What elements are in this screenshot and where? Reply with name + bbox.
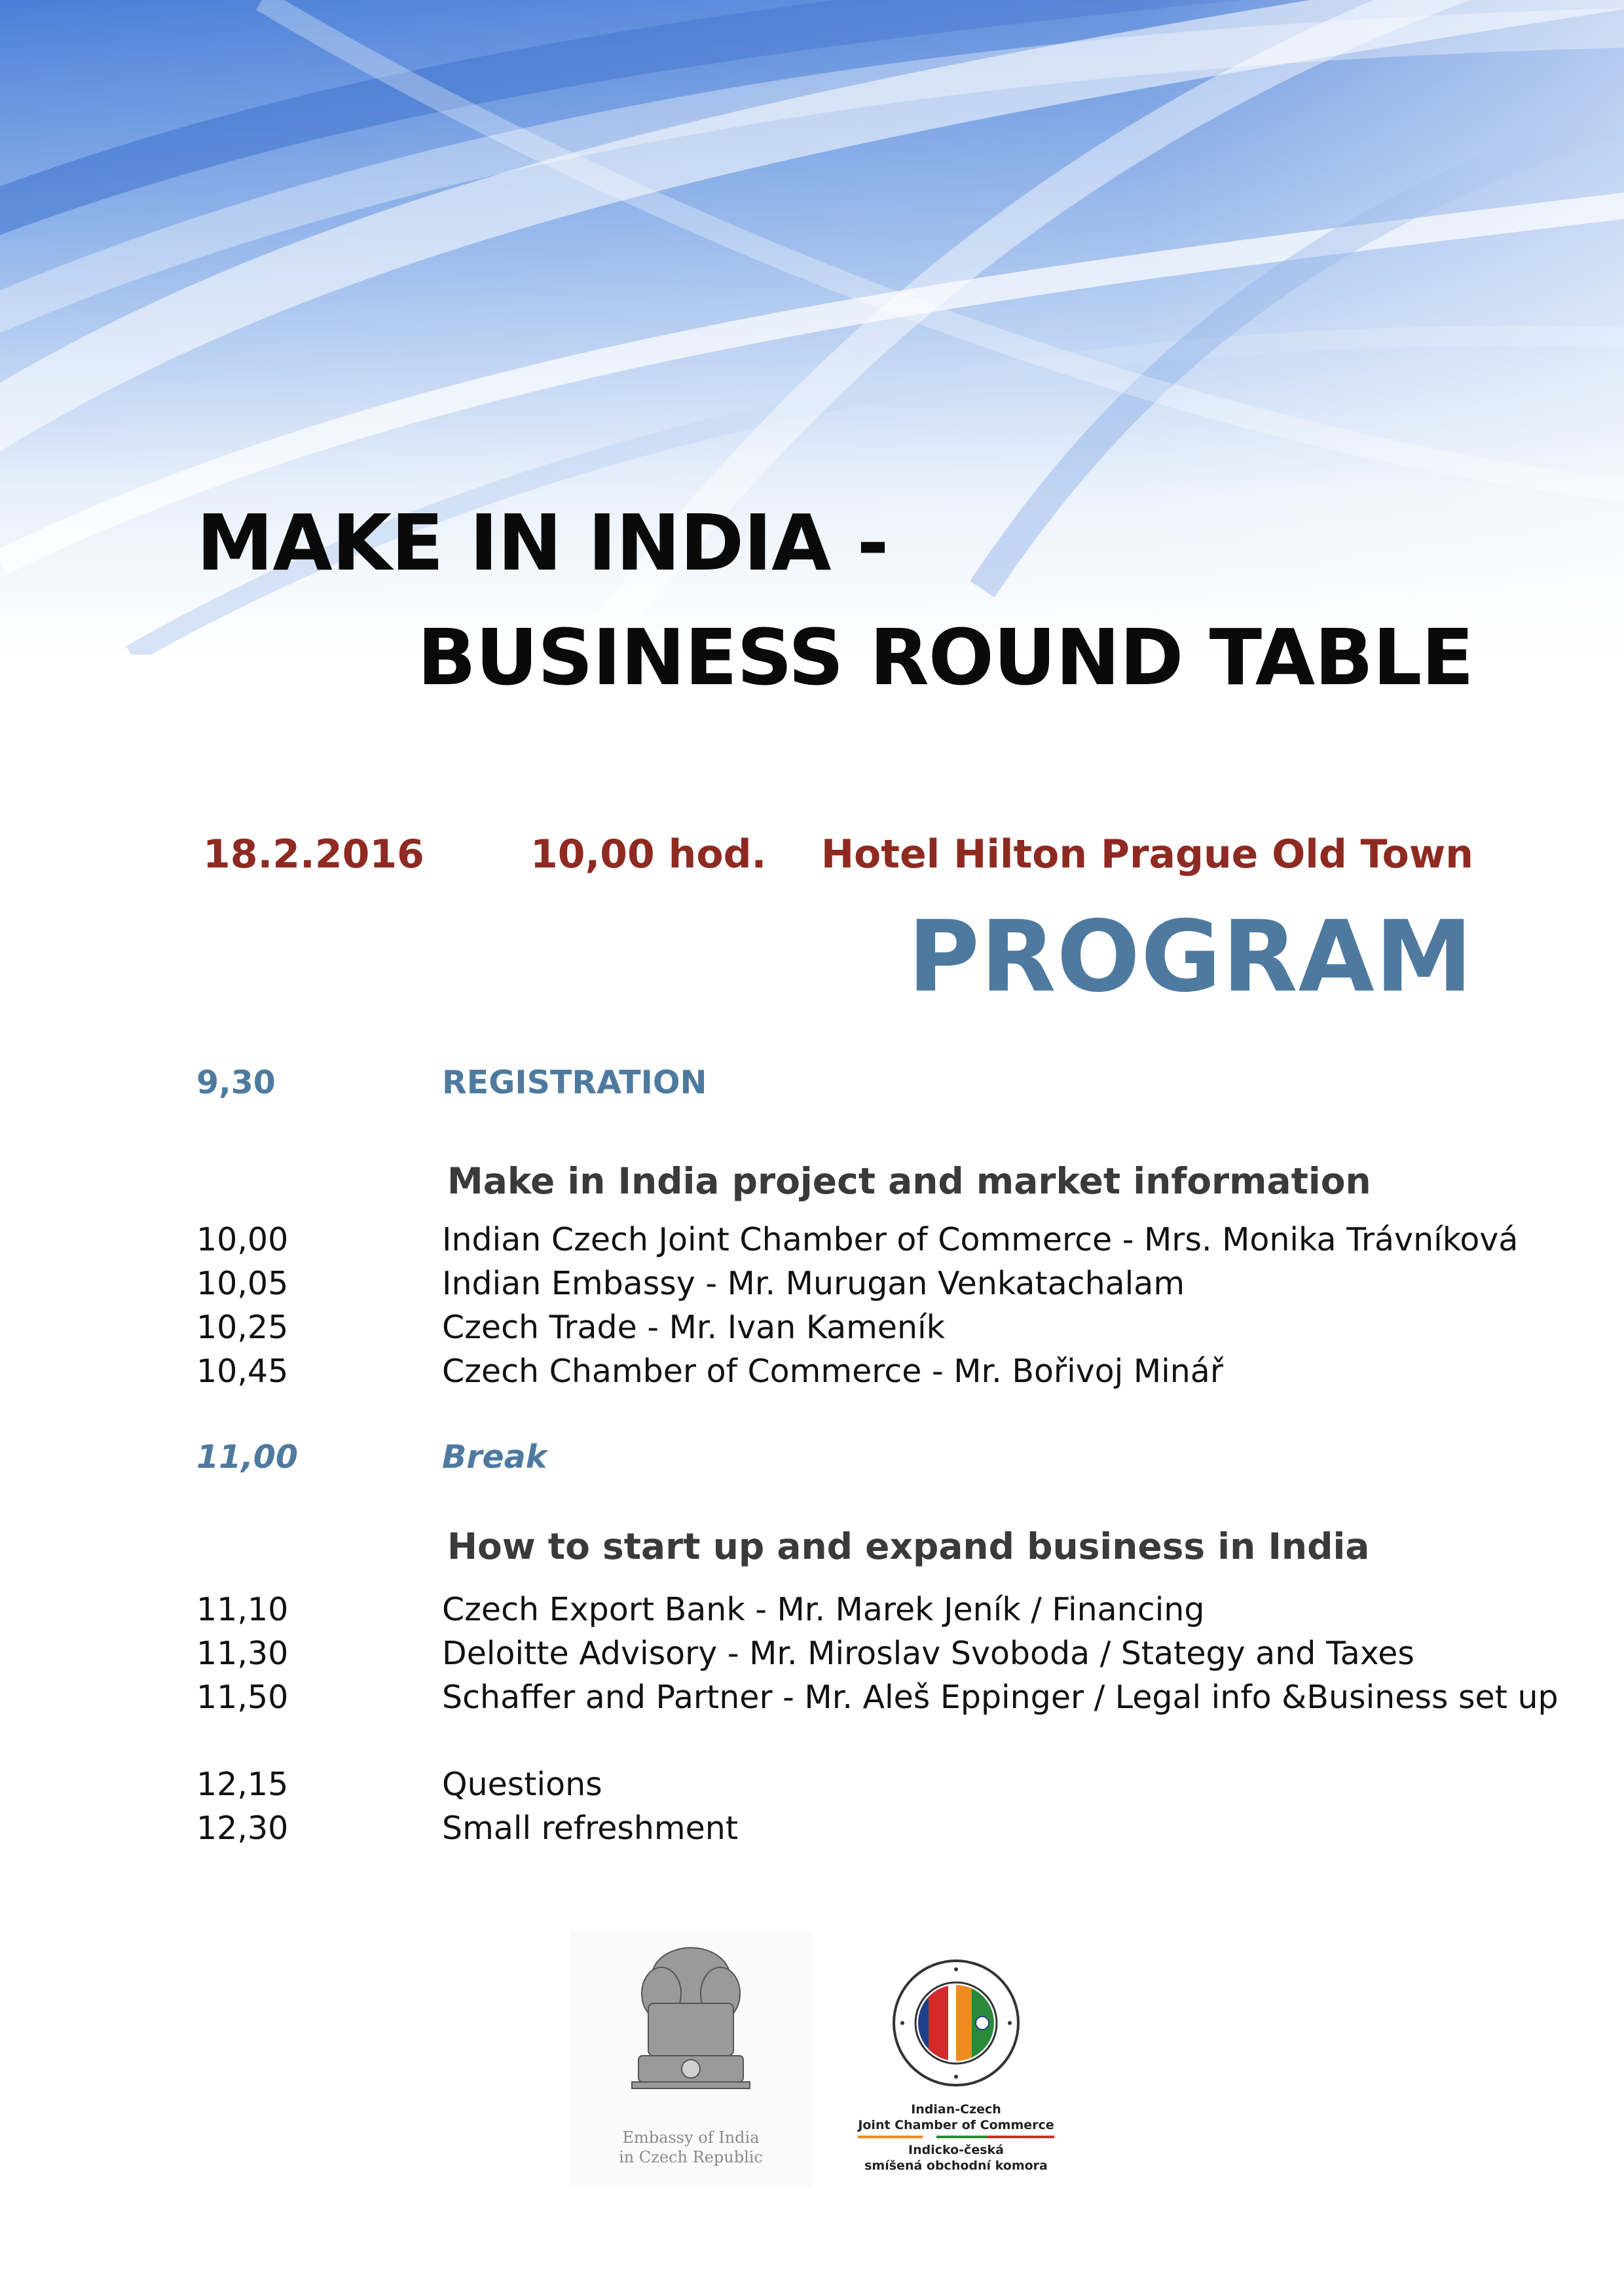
program-row-text: Small refreshment xyxy=(442,1810,739,1847)
embassy-logo xyxy=(570,1931,812,2187)
program-row xyxy=(196,1309,1473,1353)
program-heading: PROGRAM xyxy=(908,900,1473,1014)
chamber-logo xyxy=(851,1958,1061,2173)
break-time: 11,00 xyxy=(196,1438,298,1476)
program-row xyxy=(196,1221,1519,1266)
event-date: 18.2.2016 xyxy=(203,831,424,877)
program-row-time: 12,30 xyxy=(196,1810,289,1847)
registration-row xyxy=(196,1064,1473,1108)
section-2-heading: How to start up and expand business in India xyxy=(447,1525,1370,1567)
program-row-text: Schaffer and Partner - Mr. Aleš Eppinger / Legal info &Business set up xyxy=(442,1679,1559,1716)
chamber-caption-line-1: Indian-Czech xyxy=(911,2102,1001,2117)
registration-label: REGISTRATION xyxy=(442,1064,707,1101)
break-label: Break xyxy=(442,1438,547,1476)
chamber-caption-line-3: Indicko-česká xyxy=(908,2143,1004,2157)
program-row-time: 10,00 xyxy=(196,1221,289,1258)
program-row xyxy=(196,1591,1473,1635)
chamber-caption-line-4: smíšená obchodní komora xyxy=(864,2159,1048,2173)
registration-time: 9,30 xyxy=(196,1064,276,1101)
break-row xyxy=(196,1438,1473,1483)
program-row-text: Questions xyxy=(442,1766,602,1803)
program-row-text: Deloitte Advisory - Mr. Miroslav Svoboda / Stategy and Taxes xyxy=(442,1635,1414,1672)
program-row xyxy=(196,1766,1473,1810)
program-row-text: Czech Export Bank - Mr. Marek Jeník / Financing xyxy=(442,1591,1205,1628)
section-1-heading: Make in India project and market information xyxy=(447,1160,1371,1202)
event-venue: Hotel Hilton Prague Old Town xyxy=(821,831,1473,877)
program-row xyxy=(196,1810,1473,1854)
title-line-1: MAKE IN INDIA - xyxy=(196,498,889,588)
program-row-text: Indian Czech Joint Chamber of Commerce - Mrs. Monika Trávníková xyxy=(442,1221,1519,1258)
program-row-time: 10,45 xyxy=(196,1353,289,1390)
program-row-time: 10,25 xyxy=(196,1309,289,1346)
embassy-caption-line-2: in Czech Republic xyxy=(619,2148,763,2166)
embassy-caption-line-1: Embassy of India xyxy=(622,2128,760,2147)
program-row-time: 11,10 xyxy=(196,1591,289,1628)
event-time: 10,00 hod. xyxy=(530,831,767,877)
program-row-time: 11,50 xyxy=(196,1679,289,1716)
chamber-caption-line-2: Joint Chamber of Commerce xyxy=(858,2118,1054,2132)
program-row-text: Czech Chamber of Commerce - Mr. Bořivoj Minář xyxy=(442,1353,1223,1390)
program-row-time: 11,30 xyxy=(196,1635,289,1672)
footer-logos xyxy=(0,1918,1624,2193)
program-row-time: 12,15 xyxy=(196,1766,289,1803)
program-row-text: Czech Trade - Mr. Ivan Kameník xyxy=(442,1309,946,1346)
program-row xyxy=(196,1265,1473,1309)
program-row xyxy=(196,1635,1473,1679)
program-row xyxy=(196,1353,1473,1397)
title-line-2: BUSINESS ROUND TABLE xyxy=(417,612,1473,702)
program-row xyxy=(196,1679,1559,1723)
program-row-text: Indian Embassy - Mr. Murugan Venkatachalam xyxy=(442,1265,1185,1302)
program-row-time: 10,05 xyxy=(196,1265,289,1302)
national-emblem-icon xyxy=(570,1931,812,2095)
flag-stripe-divider xyxy=(858,2136,1054,2138)
chamber-seal-icon xyxy=(851,1958,1061,2088)
